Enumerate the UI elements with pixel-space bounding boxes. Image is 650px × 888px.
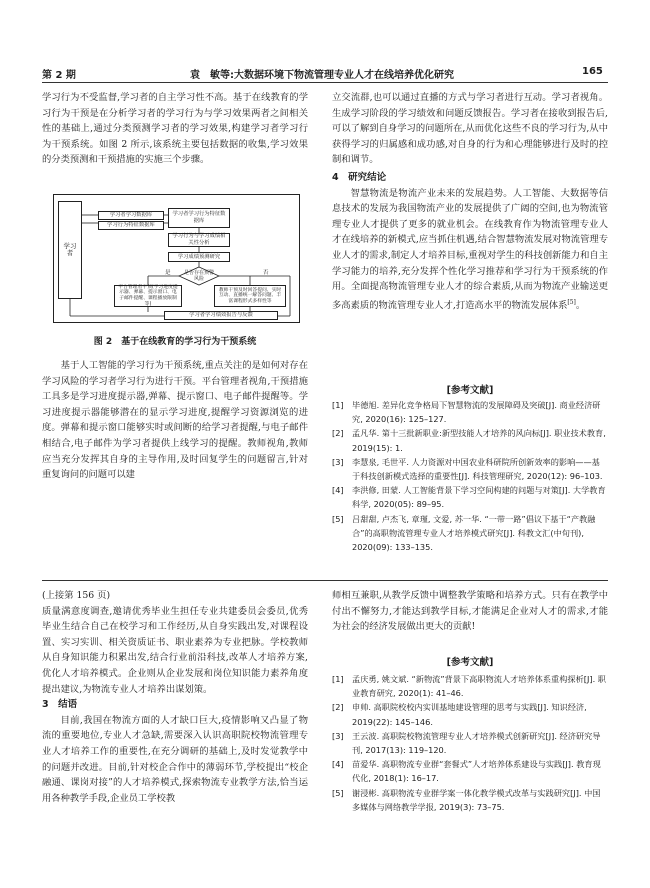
reference-item: [4] 苗爱华. 高职物流专业群“套餐式”人才培养体系建设与实践[J]. 教育现代化, 2018(1): 16–17.: [332, 759, 601, 784]
page-number: 165: [582, 66, 603, 77]
continued-note: (上接第 156 页): [42, 590, 111, 601]
upper-left-column-bottom: [42, 358, 308, 483]
performance-prediction-box: 学习成绩预测研究: [168, 252, 230, 262]
learner-box: 学习者: [58, 201, 82, 299]
reference-item: [2] 孟凡华. 第十三批新职业:新型技能人才培养的风向标[J]. 职业技术教育, 2019(15): 1.: [332, 428, 606, 453]
section-heading-3: 3 结语: [42, 699, 78, 711]
decision-yes-label: 是: [165, 270, 171, 276]
paragraph: 师相互兼职,从教学反馈中调整教学策略和培养方式。只有在教学中付出不懈努力,才能达到教学目标,才能满足企业对人才的需求,才能为社会的经济发展做出更大的贡献!: [332, 590, 608, 633]
upper-left-column-top: [42, 90, 308, 168]
learning-database-box: 学习者学习数据库: [98, 211, 164, 220]
reference-item: [4] 李洪修, 田蒙. 人工智能背景下学习空间构建的问题与对策[J]. 大学教育科学, 2020(05): 89–95.: [332, 485, 606, 510]
reference-item: [5] 谢浸彬. 高职物流专业群学案一体化教学模式改革与实践研究[J]. 中国多媒体与网络教学学报, 2019(3): 73–75.: [332, 787, 601, 812]
paragraph: 学习行为不受监督,学习者的自主学习性不高。基于在线教育的学习行为干预是在分析学习者的学习行为与学习效果两者之间相关性的基础上,通过分类预测学习者的学习效果,构建学习者学习行为干预系统。如图 2 所示,该系统主要包括数据的收集,学习效果的分类预测和干预措施的实施三个步骤。: [42, 92, 308, 166]
behavior-feature-box: 学习者学习行为特征数据库: [168, 208, 230, 228]
paragraph: 智慧物流是物流产业未来的发展趋势。人工智能、大数据等信息技术的发展为我国物流产业的发展提供了广阔的空间,也为物流管理专业人才提供了更多的就业机会。在线教育作为物流管理专业人才在线培养的新模式,应当抓住机遇,结合智慧物流发展对物流管理专业人才的需求,制定人才培养目标,重视对学生的科技创新能力和自主学习能力的培养,充分发挥个性化学习推荐和学习行为干预系统的作用。全面提高物流管理专业人才的综合素质,从而为物流产业输送更多高素质的物流管理专业人才,打造高水平的物流发展体系[5]。: [332, 187, 608, 311]
running-title: 袁 敏等:大数据环境下物流管理专业人才在线培养优化研究: [190, 70, 454, 81]
article-divider: [42, 580, 608, 581]
upper-right-column: [332, 90, 608, 313]
header-rule: [42, 82, 608, 83]
paragraph: 目前,我国在物流方面的人才缺口巨大,疫情影响又凸显了物流的重要地位,专业人才急缺,需要深入认识高职院校物流管理专业人才培养工作的重要性,在充分调研的基础上,及时发觉教学中的问题并改进。目前,针对校企合作中的薄弱环节,学校提出“校企融通、课岗对接”的人才培养模式,探索物流专业教学方法,恰当运用各种教学手段,企业员工学校教: [42, 714, 308, 804]
issue-number: 第 2 期: [42, 70, 76, 81]
teacher-intervention-box: 教师干预及时回答提问、实时互动、直播统一解答问题、丰富课程形式多样性等: [214, 285, 286, 307]
paragraph: 质量满意度调查,邀请优秀毕业生担任专业共建委员会委员,优秀毕业生结合自己在校学习和工作经历,从自身实践出发,对课程设置、实习实训、相关资质证书、职业素养为专业把脉。学校教师从自身知识能力积累出发,结合行业前沿科技,改革人才培养方案,优化人才培养模式。企业则从企业发展和岗位知识能力素养角度提出建议,为物流专业人才培养出谋划策。: [42, 605, 308, 695]
paragraph: 立交流群,也可以通过直播的方式与学习者进行互动。学习者视角。生成学习阶段的学习绩效和问题反馈报告。学习者在接收到报告后,可以了解到自身学习的问题所在,从而优化这些不良的学习行为,从中获得学习的归属感和成功感,对自身的行为和心理能够进行及时的控制和调节。: [332, 92, 608, 166]
lower-left-column: [42, 588, 308, 806]
reference-item: [2] 申帅. 高职院校校内实训基地建设管理的思考与实践[J]. 知识经济, 2019(22): 145–146.: [332, 702, 587, 727]
reference-item: [3] 王云波. 高职院校物流管理专业人才培养模式创新研究[J]. 经济研究导刊, 2017(13): 119–120.: [332, 730, 601, 756]
reference-item: [1] 孟庆勇, 姚文斌. “新物流”背景下高职物流人才培养体系重构探析[J]. 职业教育研究, 2020(1): 41–46.: [332, 674, 606, 699]
decision-no-label: 否: [263, 270, 269, 276]
reference-item: [5] 吕甜甜, 卢杰飞, 章瑾, 文爱, 苏一华. “一带一路”倡议下基于“产教融合”的高职物流管理专业人才培养模式研究[J]. 科教文汇(中旬刊), 2020(09): 133–135.: [332, 513, 596, 553]
reference-item: [1] 毕德旭. 差异化竞争格局下智慧物流的发展障碍及突破[J]. 商业经济研究, 2020(16): 125–127.: [332, 400, 601, 425]
feature-database-box: 学习行为特征数据库: [98, 221, 164, 230]
lower-right-column: [332, 588, 608, 635]
correlation-analysis-box: 学习行为与学习成绩相关性分析: [168, 233, 230, 247]
platform-intervention-box: 平台管理者干预(学习进度提示器、弹幕、提示窗口、电子邮件提醒、课程播放限制等): [114, 285, 182, 307]
lower-references-heading: [参考文献]: [446, 657, 494, 668]
section-heading-4: 4 研究结论: [332, 171, 387, 183]
warning-decision-label: 是否存在预警风险: [183, 270, 214, 282]
figure-2-diagram: [53, 194, 300, 323]
paragraph: 基于人工智能的学习行为干预系统,重点关注的是如何对存在学习风险的学习者学习行为进行干预。平台管理者视角,干预措施工具多是学习进度提示器,弹幕、提示窗口、电子邮件提醒等。学习进度提示器能够潜在的显示学习进度,提醒学习资源浏览的进度。弹幕和提示窗口能够实时或间断的给学习者提醒,与电子邮件相结合,电子邮件为学习者提供上线学习的提醒。教师视角,教师应当充分发挥其自身的主导作用,及时回复学生的问题留言,针对重复询问的问题可以建: [42, 360, 308, 481]
lower-references-list: [332, 672, 608, 814]
reference-item: [3] 李慧泉, 毛世平. 人力资源对中国农业科研院所创新效率的影响——基于科技创新模式选择的重要性[J]. 科技管理研究, 2020(12): 96–103.: [332, 456, 603, 482]
references-heading: [参考文献]: [446, 385, 494, 396]
figure-caption: 图 2 基于在线教育的学习行为干预系统: [93, 337, 257, 347]
performance-report-box: 学习者学习绩效报告与反馈: [164, 311, 278, 320]
citation: [5]: [567, 298, 576, 306]
references-list: [332, 398, 608, 554]
